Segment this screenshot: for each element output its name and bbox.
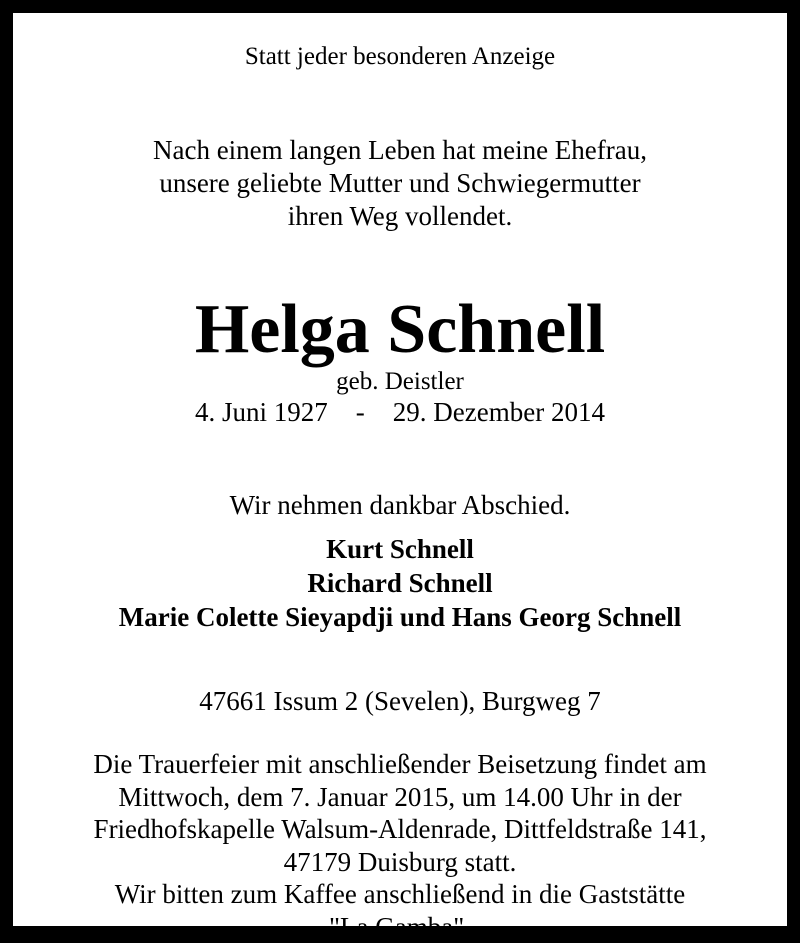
notice-header: Statt jeder besonderen Anzeige: [13, 43, 787, 71]
intro-text: [13, 134, 787, 233]
intro-line: Nach einem langen Leben hat meine Ehefrau,: [13, 134, 787, 167]
service-line: "La Gamba".: [13, 911, 787, 943]
service-details: [13, 748, 787, 943]
birth-date: 4. Juni 1927: [195, 397, 328, 428]
date-separator: -: [356, 397, 365, 428]
mourner-name: Marie Colette Sieyapdji und Hans Georg Schnell: [13, 600, 787, 634]
deceased-name: Helga Schnell: [13, 290, 787, 370]
service-line: Mittwoch, dem 7. Januar 2015, um 14.00 Uhr in der: [13, 781, 787, 814]
maiden-name: geb. Deistler: [13, 368, 787, 396]
intro-line: ihren Weg vollendet.: [13, 200, 787, 233]
obituary-notice: [13, 13, 787, 926]
farewell-text: Wir nehmen dankbar Abschied.: [13, 490, 787, 521]
death-date: 29. Dezember 2014: [393, 397, 605, 428]
service-line: Die Trauerfeier mit anschließender Beisetzung findet am: [13, 748, 787, 781]
service-line: Wir bitten zum Kaffee anschließend in die Gaststätte: [13, 878, 787, 911]
service-line: 47179 Duisburg statt.: [13, 846, 787, 879]
service-line: Friedhofskapelle Walsum-Aldenrade, Dittfeldstraße 141,: [13, 813, 787, 846]
life-dates: [13, 397, 787, 428]
mourner-name: Richard Schnell: [13, 566, 787, 600]
mourner-name: Kurt Schnell: [13, 532, 787, 566]
intro-line: unsere geliebte Mutter und Schwiegermutter: [13, 167, 787, 200]
family-address: 47661 Issum 2 (Sevelen), Burgweg 7: [13, 686, 787, 717]
mourners-list: [13, 532, 787, 634]
